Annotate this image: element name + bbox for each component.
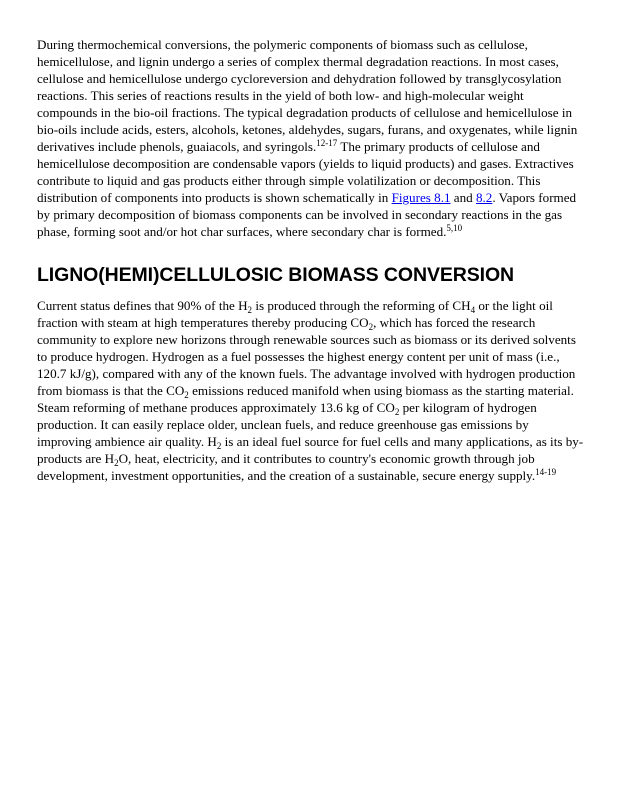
subscript: 2 (114, 458, 119, 468)
paragraph-text: During thermochemical conversions, the polymeric components of biomass such as cellulose, hemicellulose, and lignin undergo a series of complex thermal degradation reactions. In most cases, cellulose and hemicellulose undergo cycloreversion and dehydration followed by transglycosylation reactions. This series of reactions results in the yield of both low- and high-molecular weight compounds in the bio-oil fractions. The typical degradation products of cellulose and hemicellulose in bio-oils include acids, esters, alcohols, ketones, aldehydes, sugars, furans, and oxygenates, while lignin derivatives include phenols, guaiacols, and syringols. (37, 37, 578, 154)
paragraph-text: Current status defines that 90% of the H (37, 298, 248, 313)
citation: 5,10 (446, 223, 463, 233)
citation: 14-19 (535, 467, 557, 477)
paragraph-text: or the light oil fraction with steam at high temperatures thereby producing CO (37, 298, 553, 330)
section-heading: LIGNO(HEMI)CELLULOSIC BIOMASS CONVERSION (37, 264, 515, 286)
subscript: 2 (216, 441, 222, 451)
document-page (37, 36, 585, 484)
paragraph-text: O, heat, electricity, and it contributes to country's economic growth through job development, investment opportunities, and the creation of a sustainable, secure energy supply. (37, 451, 536, 483)
paragraph-text: emissions reduced manifold when using biomass as the starting material. Steam reforming of methane produces approximately 13.6 kg of CO (37, 383, 574, 415)
citation: 12-17 (316, 138, 338, 148)
figure-link-8-1[interactable]: Figures 8.1 (391, 190, 451, 205)
paragraph-text: per kilogram of hydrogen production. It can easily replace older, unclean fuels, and reduce greenhouse gas emissions by improving ambience air quality. H (37, 400, 537, 449)
paragraph-thermochemical-conversion (37, 36, 585, 240)
subscript: 2 (247, 305, 253, 315)
paragraph-text: , which has forced the research community to explore new horizons through renewable sources such as biomass or its derived solvents to produce hydrogen. Hydrogen as a fuel possesses the highest energy content per unit of mass (i.e., 120.7 kJ/g), compared with any of the known fuels. The advantage involved with hydrogen production from biomass is that the CO (37, 315, 576, 398)
subscript: 4 (470, 305, 476, 315)
paragraph-text: is an ideal fuel source for fuel cells and many applications, as its by-products are H (37, 434, 584, 466)
paragraph-hydrogen-production (37, 297, 585, 484)
figure-link-8-2[interactable]: 8.2 (475, 190, 493, 205)
subscript: 2 (394, 407, 400, 417)
subscript: 2 (184, 390, 189, 400)
subscript: 2 (368, 322, 374, 332)
paragraph-text: The primary products of cellulose and hemicellulose decomposition are condensable vapors (yields to liquid products) and gases. Extractives contribute to liquid and gas products either through simple volatilization or decomposition. This distribution of components into products is shown schematically in (37, 139, 574, 205)
paragraph-text: is produced through the reforming of CH (252, 298, 471, 313)
paragraph-text: . Vapors formed by primary decomposition of biomass components can be involved in secondary reactions in the gas phase, forming soot and/or hot char surfaces, where secondary char is formed. (37, 190, 577, 239)
paragraph-text: and (450, 190, 476, 205)
